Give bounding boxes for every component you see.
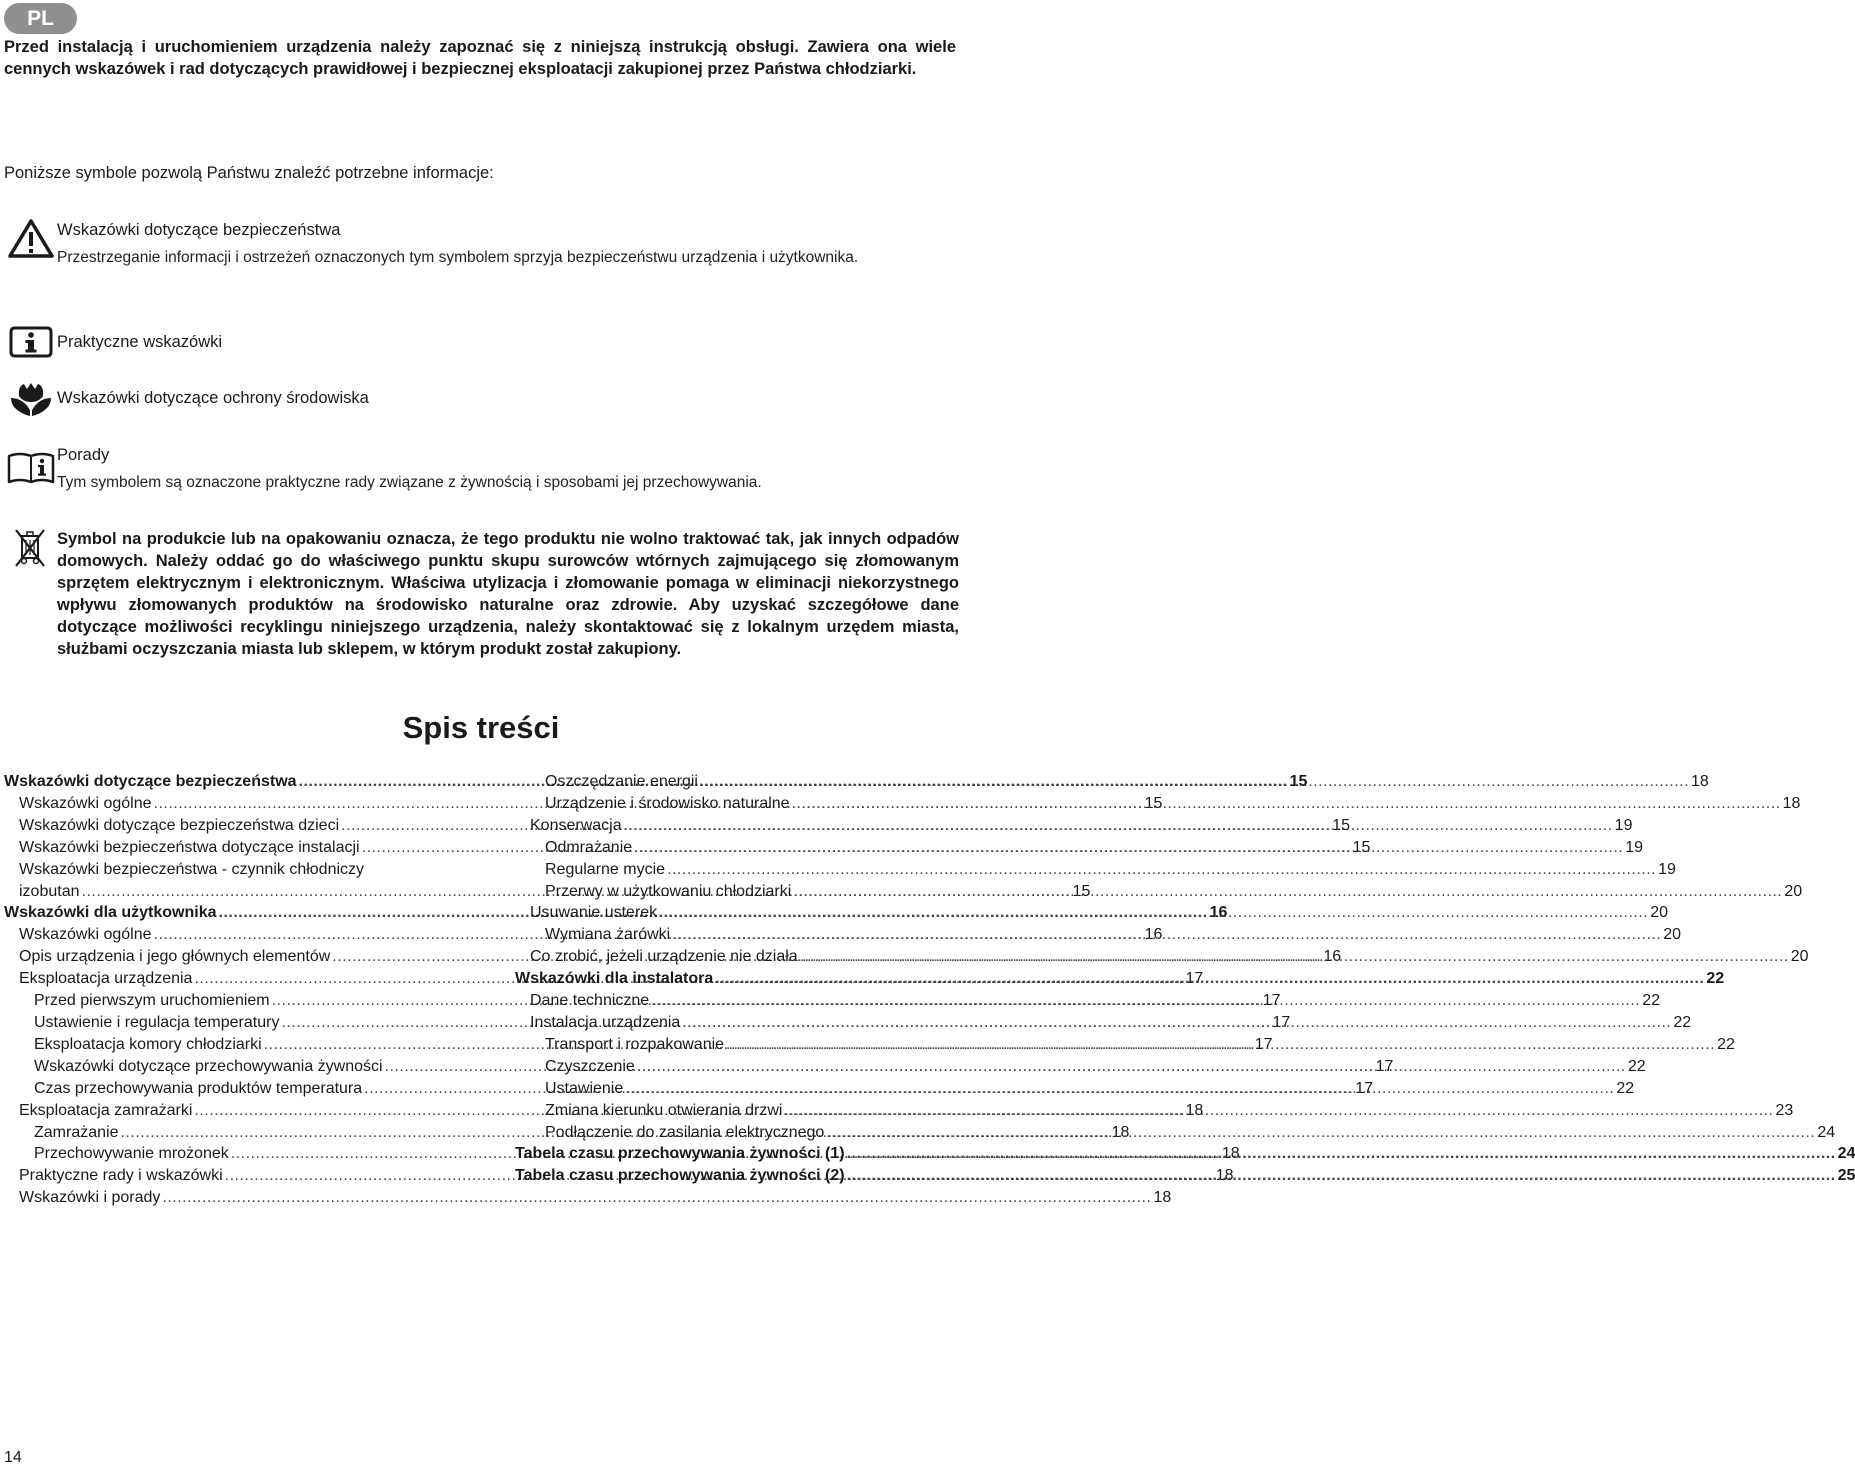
toc-entry-page: 17 xyxy=(1375,1057,1394,1075)
toc-entry-label: Wskazówki bezpieczeństwa - czynnik chłodniczy xyxy=(19,860,365,878)
toc-leader-dots xyxy=(651,990,1640,1012)
toc-leader-dots xyxy=(847,1143,1836,1165)
toc-entry-page: 15 xyxy=(1332,816,1350,834)
toc-entry-label: Odmrażanie xyxy=(545,838,633,856)
toc-entry-page: 18 xyxy=(1185,1101,1204,1119)
toc-entry-label: Usuwanie usterek xyxy=(530,904,658,922)
toc-entry-label: Ustawienie i regulacja temperatury xyxy=(34,1013,280,1031)
toc-entry-label: Eksploatacja komory chłodziarki xyxy=(34,1035,262,1053)
toc-entry-page: 19 xyxy=(1614,816,1633,834)
toc-entry-page: 24 xyxy=(1817,1123,1836,1141)
toc-entry-label: Co zrobić, jeżeli urządzenie nie działa xyxy=(530,948,798,966)
toc-entry-label: Wskazówki ogólne xyxy=(19,794,152,812)
toc-entry-label: Przerwy w użytkowaniu chłodziarki xyxy=(545,882,792,900)
toc-entry-page: 17 xyxy=(1355,1079,1374,1097)
toc-entry-page: 15 xyxy=(1352,838,1371,856)
practical-symbol-title: Praktyczne wskazówki xyxy=(57,333,223,351)
toc-entry-label: Zamrażanie xyxy=(34,1123,119,1141)
toc-entry-label: Wskazówki bezpieczeństwa dotyczące instalacji xyxy=(19,838,360,856)
toc-leader-dots xyxy=(659,902,1648,924)
toc-entry-page: 18 xyxy=(1215,1167,1234,1185)
toc-entry-label: Regularne mycie xyxy=(545,860,666,878)
toc-entry-page: 18 xyxy=(1691,773,1709,790)
toc-entry-label: Wskazówki ogólne xyxy=(19,926,152,944)
toc-entry-page: 22 xyxy=(1673,1013,1692,1031)
toc-entry-label: Oszczędzanie energii xyxy=(545,773,698,790)
toc-entry-label: Wskazówki dla użytkownika xyxy=(4,904,217,922)
toc-leader-dots xyxy=(847,1165,1836,1187)
toc-entry-label: Wskazówki dla instalatora xyxy=(515,970,714,988)
toc-leader-dots xyxy=(800,946,1789,968)
toc-leader-dots xyxy=(634,837,1623,859)
toc-entry-page: 15 xyxy=(1144,794,1163,812)
toc-title: Spis treści xyxy=(402,710,560,745)
toc-leader-dots xyxy=(826,1122,1815,1144)
toc-entry-label: Dane techniczne xyxy=(530,992,650,1010)
toc-entry-label: Eksploatacja zamrażarki xyxy=(19,1101,193,1119)
toc-entry-page: 19 xyxy=(1658,860,1676,878)
toc-entry-page: 19 xyxy=(1625,838,1644,856)
toc-entry-page: 17 xyxy=(1185,970,1204,988)
toc-entry-page: 17 xyxy=(1262,992,1281,1010)
weee-disposal-text: Symbol na produkcie lub na opakowaniu oznacza, że tego produktu nie wolno traktować tak, jak innych odpadów domowych. Należy oddać go do właściwego punktu skupu surowców wtórnych zajmującego się złomowanym sprzętem elektrycznym i elektronicznym. Właściwa utylizacja i złomowanie pomaga w eliminacji niekorzystnego wpływu złomowanych produktów na środowisko naturalne oraz zdrowie. Aby uzyskać szczegółowe dane dotyczące możliwości recyklingu niniejszego urządzenia, należy skontaktować się z lokalnym urzędem miasta, służbami oczyszczania miasta lub sklepem, w którym produkt został zakupiony. xyxy=(57,530,959,658)
toc-entry-page: 16 xyxy=(1144,926,1163,944)
tips-symbol-description: Tym symbolem są oznaczone praktyczne rady związane z żywnością i sposobami jej przechowywania. xyxy=(57,474,762,491)
toc-entry-label-continued: izobutan xyxy=(19,882,80,900)
toc-entry-page: 15 xyxy=(1289,773,1308,790)
toc-entry-page: 20 xyxy=(1784,882,1803,900)
toc-leader-dots xyxy=(784,1100,1773,1122)
toc-entry-page: 18 xyxy=(1221,1145,1240,1163)
toc-entry-page: 16 xyxy=(1323,948,1342,966)
toc-entry-page: 22 xyxy=(1627,1057,1646,1075)
toc-entry-label: Podłączenie do zasilania elektrycznego xyxy=(545,1123,825,1141)
flower-icon xyxy=(9,380,53,418)
toc-leader-dots xyxy=(682,1012,1671,1034)
toc-leader-dots xyxy=(672,924,1661,946)
toc-leader-dots xyxy=(624,815,1613,837)
toc-entry-label: Transport i rozpakowanie xyxy=(545,1035,725,1053)
toc-entry-page: 17 xyxy=(1272,1013,1291,1031)
toc-entry-label: Przed pierwszym uruchomieniem xyxy=(34,992,270,1010)
info-icon xyxy=(9,326,53,358)
toc-entry-label: Tabela czasu przechowywania żywności (2) xyxy=(515,1167,845,1185)
toc-entry-label: Zmiana kierunku otwierania drzwi xyxy=(545,1101,783,1119)
toc-entry-label: Tabela czasu przechowywania żywności (1) xyxy=(515,1145,845,1163)
toc-entry-page: 18 xyxy=(1782,794,1801,812)
page-number: 14 xyxy=(4,1449,22,1466)
toc-entry-label: Praktyczne rady i wskazówki xyxy=(19,1167,223,1185)
toc-entry-label: Wskazówki dotyczące bezpieczeństwa dzieci xyxy=(19,816,340,834)
book-info-icon xyxy=(6,450,56,486)
toc-entry-label: Czyszczenie xyxy=(545,1057,635,1075)
toc-leader-dots xyxy=(625,1078,1614,1100)
toc-entry-page: 17 xyxy=(1254,1035,1273,1053)
symbols-heading: Poniższe symbole pozwolą Państwu znaleźć potrzebne informacje: xyxy=(4,164,494,182)
toc-entry-page: 24 xyxy=(1837,1145,1855,1163)
toc-leader-dots xyxy=(667,859,1656,881)
toc-entry-label: Urządzenie i środowisko naturalne xyxy=(545,794,790,812)
toc-leader-dots xyxy=(793,881,1782,903)
toc-entry-page: 20 xyxy=(1663,926,1682,944)
toc-entry-page: 20 xyxy=(1650,904,1669,922)
toc-leader-dots xyxy=(162,1187,1151,1209)
toc-entry-page: 23 xyxy=(1775,1101,1794,1119)
toc-leader-dots xyxy=(792,793,1781,815)
toc-entry-page: 20 xyxy=(1790,948,1809,966)
toc-entry-label: Wskazówki dotyczące bezpieczeństwa xyxy=(4,773,297,790)
toc-entry-label: Eksploatacja urządzenia xyxy=(19,970,193,988)
toc-entry-label: Czas przechowywania produktów temperatura xyxy=(34,1079,363,1097)
toc-entry-page: 22 xyxy=(1616,1079,1635,1097)
toc-entry-label: Wskazówki i porady xyxy=(19,1189,161,1207)
toc-leader-dots xyxy=(637,1056,1626,1078)
tips-symbol-title: Porady xyxy=(57,446,110,464)
language-badge: PL xyxy=(4,3,77,34)
crossed-bin-icon xyxy=(14,528,46,568)
toc-entry-label: Przechowywanie mrożonek xyxy=(34,1145,229,1163)
toc-entry-label: Wskazówki dotyczące przechowywania żywności xyxy=(34,1057,383,1075)
toc-entry-page: 22 xyxy=(1642,992,1661,1010)
toc-entry-page: 25 xyxy=(1837,1167,1855,1185)
toc-entry-page: 22 xyxy=(1706,970,1725,988)
toc-entry[interactable] xyxy=(515,859,1676,881)
safety-symbol-description: Przestrzeganie informacji i ostrzeżeń oznaczonych tym symbolem sprzyja bezpieczeństwu urządzenia i użytkownika. xyxy=(57,249,859,266)
toc-entry-label: Instalacja urządzenia xyxy=(530,1013,681,1031)
toc-leader-dots xyxy=(700,771,1689,793)
toc-entry-label: Konserwacja xyxy=(530,816,622,834)
toc-entry-page: 22 xyxy=(1717,1035,1735,1053)
toc-entry-label: Opis urządzenia i jego głównych elementów xyxy=(19,948,331,966)
safety-symbol-title: Wskazówki dotyczące bezpieczeństwa xyxy=(57,221,341,239)
environment-symbol-title: Wskazówki dotyczące ochrony środowiska xyxy=(57,389,369,407)
intro-paragraph: Przed instalacją i uruchomieniem urządzenia należy zapoznać się z niniejszą instrukcją obsługi. Zawiera ona wiele cennych wskazówek i rad dotyczących prawidłowej i bezpiecznej eksploatacji zakupionej przez Państwa chłodziarki. xyxy=(4,38,956,78)
toc-entry-label: Wymiana żarówki xyxy=(545,926,671,944)
toc-entry-page: 18 xyxy=(1111,1123,1130,1141)
toc-entry-page: 18 xyxy=(1153,1189,1172,1207)
toc-entry-label: Ustawienie xyxy=(545,1079,624,1097)
toc-leader-dots xyxy=(726,1034,1715,1056)
warning-triangle-icon xyxy=(8,218,54,258)
toc-entry-page: 16 xyxy=(1209,904,1228,922)
toc-entry-page: 15 xyxy=(1072,882,1091,900)
toc-entry[interactable] xyxy=(4,1187,1172,1209)
toc-leader-dots xyxy=(715,968,1704,990)
